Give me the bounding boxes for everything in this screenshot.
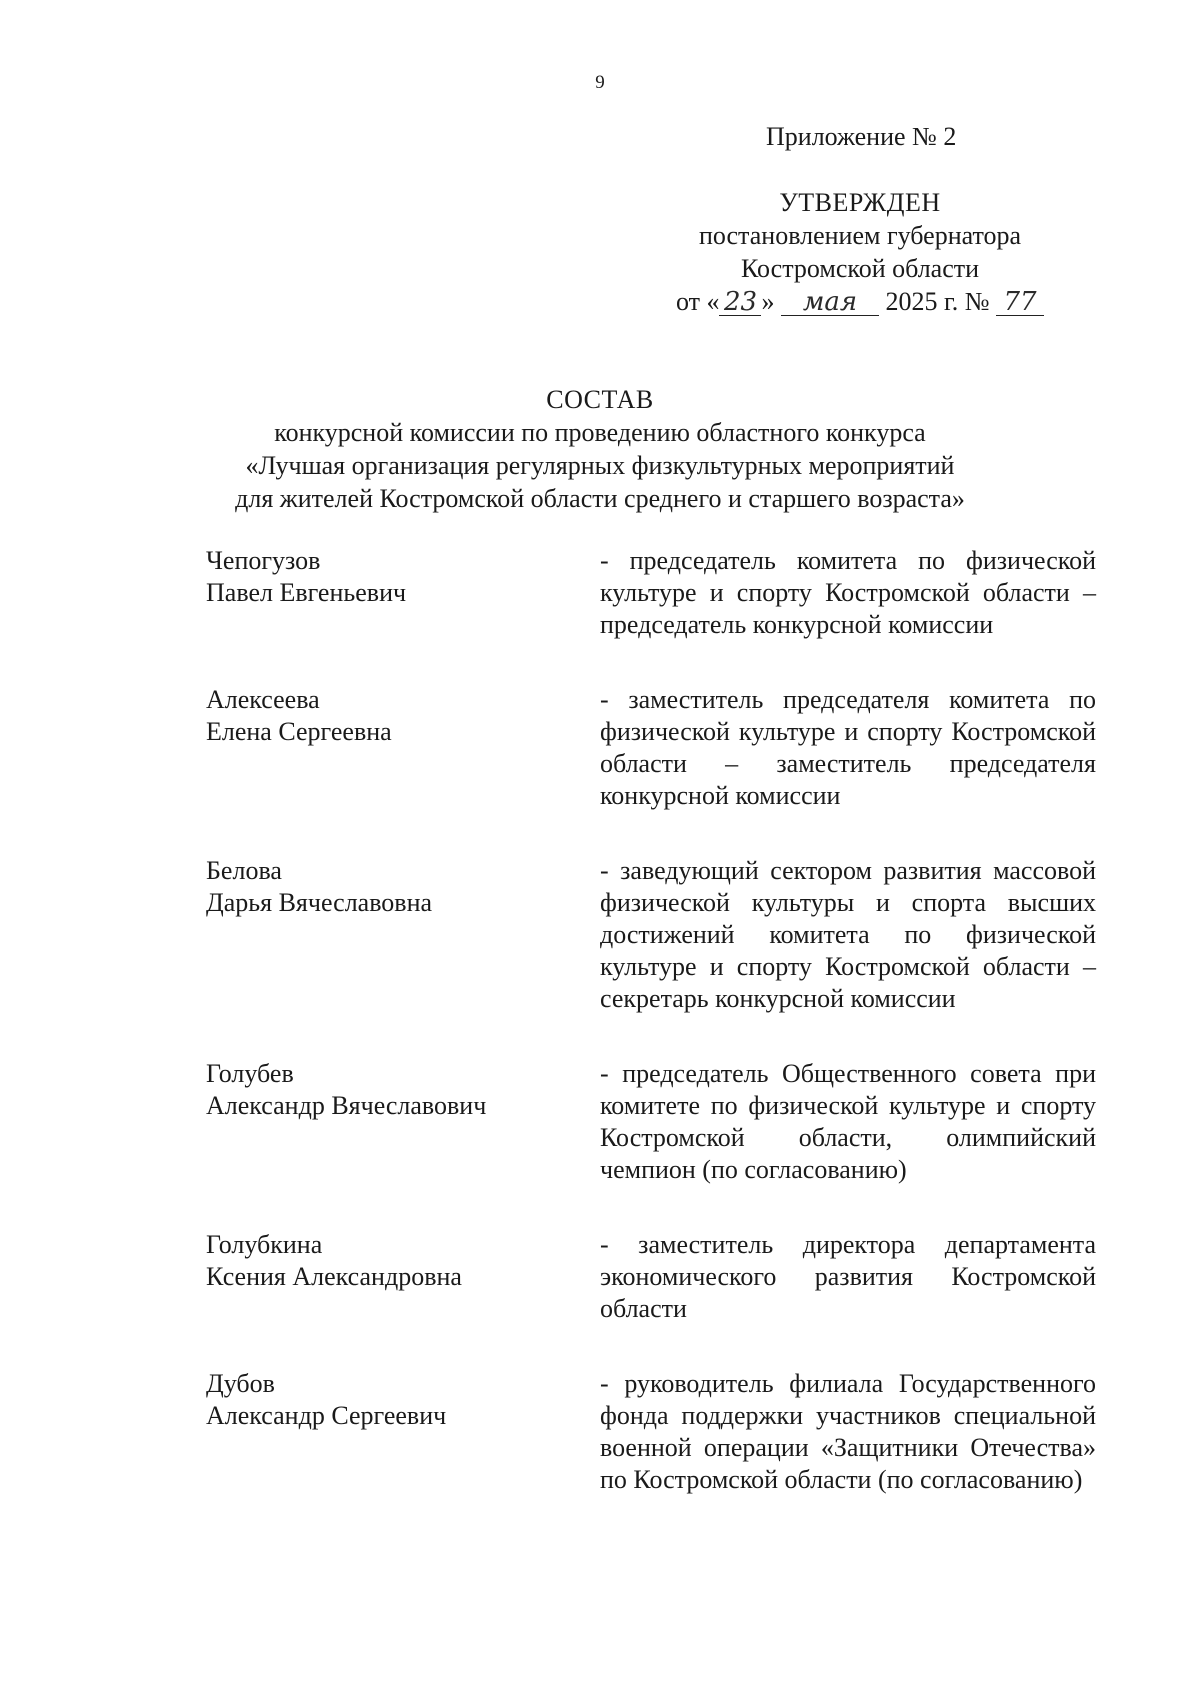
members-list: [206, 545, 1096, 1539]
member-name: [206, 545, 600, 641]
page-number: 9: [595, 72, 605, 93]
member-role: - руководитель филиала Государственного фонда поддержки участников специальной военной операции «Защитники Отечества» по Костромской области (по согласованию): [600, 1369, 1096, 1494]
member-given-name: Александр Сергеевич: [206, 1401, 447, 1430]
handwritten-date-day: 23: [719, 289, 761, 316]
member-given-name: Ксения Александровна: [206, 1262, 462, 1291]
appendix-label: Приложение № 2: [766, 122, 957, 151]
member-surname: Голубев: [206, 1059, 294, 1088]
member-given-name: Павел Евгеньевич: [206, 578, 407, 607]
member-surname: Дубов: [206, 1369, 275, 1398]
document-heading: [0, 383, 1200, 515]
handwritten-doc-number: 77: [996, 289, 1044, 316]
member-row: [206, 545, 1096, 641]
date-suffix: 2025 г. №: [878, 287, 997, 316]
handwritten-date-month: мая: [781, 289, 879, 316]
member-row: [206, 684, 1096, 812]
member-surname: Чепогузов: [206, 546, 321, 575]
member-row: [206, 1229, 1096, 1325]
member-row: [206, 855, 1096, 1015]
approval-line-2: Костромской области: [740, 254, 980, 283]
member-name: [206, 855, 600, 1015]
member-name: [206, 1229, 600, 1325]
heading-line-2: «Лучшая организация регулярных физкультурных мероприятий: [245, 451, 955, 480]
heading-line-3: для жителей Костромской области среднего и старшего возраста»: [235, 484, 965, 513]
member-given-name: Дарья Вячеславовна: [206, 888, 433, 917]
member-role: - председатель Общественного совета при комитете по физической культуре и спорту Костромской области, олимпийский чемпион (по согласованию): [600, 1059, 1096, 1184]
member-row: [206, 1058, 1096, 1186]
member-name: [206, 684, 600, 812]
member-role: - председатель комитета по физической культуре и спорту Костромской области – председатель конкурсной комиссии: [600, 546, 1096, 639]
date-mid: »: [761, 287, 781, 316]
heading-title: СОСТАВ: [546, 385, 654, 414]
member-role: - заместитель председателя комитета по физической культуре и спорту Костромской области – заместитель председателя конкурсной комиссии: [600, 685, 1096, 810]
member-given-name: Елена Сергеевна: [206, 717, 392, 746]
member-name: [206, 1058, 600, 1186]
member-surname: Белова: [206, 856, 282, 885]
member-role: - заместитель директора департамента экономического развития Костромской области: [600, 1230, 1096, 1323]
date-prefix: от «: [675, 287, 720, 316]
member-surname: Алексеева: [206, 685, 320, 714]
member-name: [206, 1368, 600, 1496]
member-row: [206, 1368, 1096, 1496]
member-given-name: Александр Вячеславович: [206, 1091, 487, 1120]
approved-title: УТВЕРЖДЕН: [779, 188, 941, 217]
approval-line-1: постановлением губернатора: [698, 221, 1022, 250]
member-role: - заведующий сектором развития массовой физической культуры и спорта высших достижений комитета по физической культуре и спорту Костромской области – секретарь конкурсной комиссии: [600, 856, 1096, 1013]
approval-block: [640, 186, 1080, 318]
member-surname: Голубкина: [206, 1230, 323, 1259]
heading-line-1: конкурсной комиссии по проведению областного конкурса: [274, 418, 926, 447]
approval-date-line: [640, 285, 1080, 318]
